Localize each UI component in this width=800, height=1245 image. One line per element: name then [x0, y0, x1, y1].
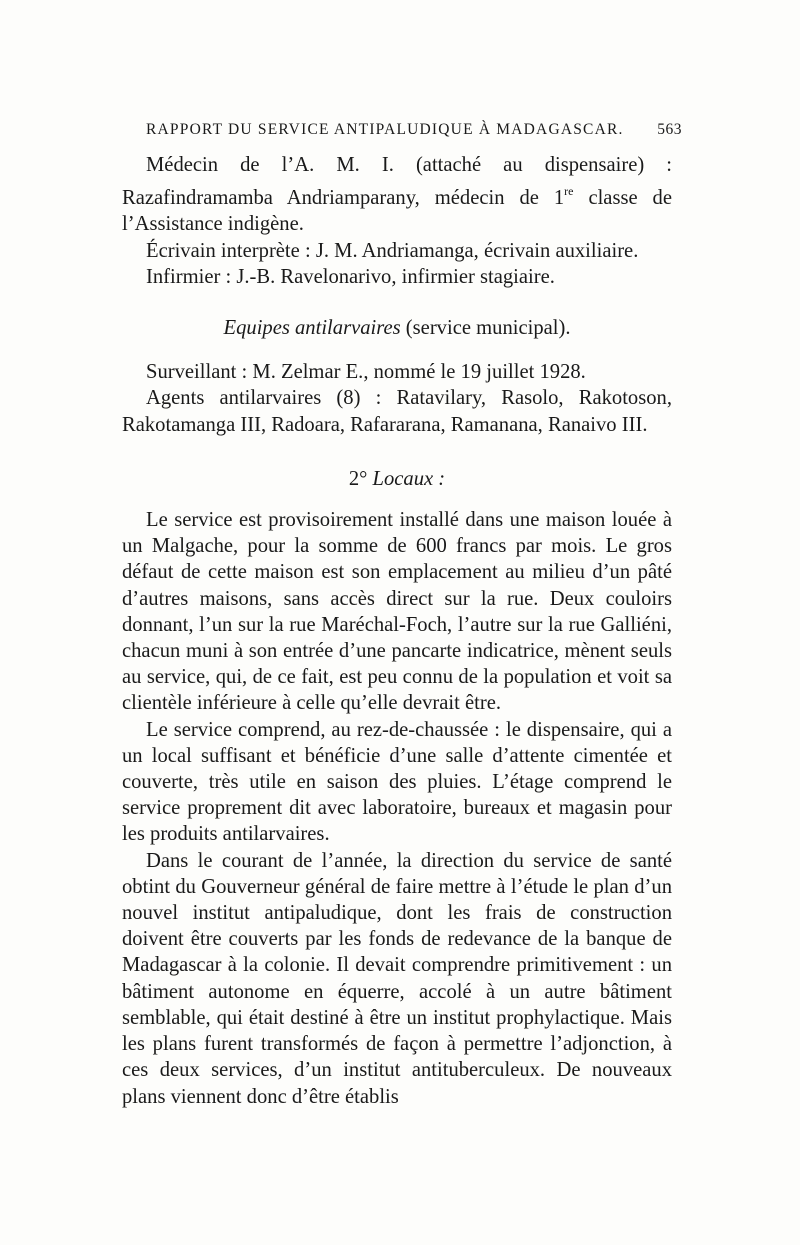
running-head-title: RAPPORT DU SERVICE ANTIPALUDIQUE À MADAGASCAR.	[146, 121, 624, 138]
equipes-heading-rest: (service municipal).	[400, 317, 571, 340]
equipes-heading-italic: Equipes antilarvaires	[223, 317, 401, 340]
locaux-heading-italic: Locaux :	[372, 467, 446, 490]
staff-medecin	[122, 152, 672, 238]
ordinal-superscript: re	[564, 184, 574, 199]
staff-medecin-rest: classe de l’Assistance indigène.	[122, 187, 672, 236]
running-head	[146, 121, 682, 139]
page-number: 563	[657, 121, 682, 138]
equipes-agents: Agents antilarvaires (8) : Ratavilary, Rasolo, Rakotoson, Rakotamanga III, Radoara, Rafararana, Ramanana, Ranaivo III.	[122, 387, 672, 436]
locaux-heading	[122, 466, 672, 492]
locaux-paragraph-1: Le service est provisoirement installé dans une maison louée à un Malgache, pour la somme de 600 francs par mois. Le gros défaut de cette maison est son emplacement au milieu d’un pâté d’autres maisons, sans accès direct sur la rue. Deux couloirs donnant, l’un sur la rue Maréchal-Foch, l’autre sur la rue Galliéni, chacun muni à son entrée d’une pancarte indicatrice, mènent seuls au service, qui, de ce fait, est peu connu de la population et voit sa clientèle inférieure à celle qu’elle devrait être.	[122, 509, 672, 715]
staff-ecrivain: Écrivain interprète : J. M. Andriamanga, écrivain auxiliaire.	[146, 239, 639, 262]
staff-medecin-text: Médecin de l’A. M. I. (attaché au dispensaire) : Razafindramamba Andriamparany, médecin de 1	[122, 154, 672, 210]
equipes-surveillant: Surveillant : M. Zelmar E., nommé le 19 juillet 1928.	[146, 361, 586, 384]
locaux-paragraph-2: Le service comprend, au rez-de-chaussée : le dispensaire, qui a un local suffisant et bénéficie d’une salle d’attente cimentée et couverte, très utile en saison des pluies. L’étage comprend le service proprement dit avec laboratoire, bureaux et magasin pour les produits antilarvaires.	[122, 718, 672, 846]
staff-infirmier: Infirmier : J.-B. Ravelonarivo, infirmier stagiaire.	[146, 265, 555, 288]
locaux-paragraph-3: Dans le courant de l’année, la direction du service de santé obtint du Gouverneur général de faire mettre à l’étude le plan d’un nouvel institut antipaludique, dont les frais de construction doivent être couverts par les fonds de redevance de la banque de Madagascar à la colonie. Il devait comprendre primitivement : un bâtiment autonome en équerre, accolé à un autre bâtiment semblable, qui était destiné à être un institut prophylactique. Mais les plans furent transformés de façon à permettre l’adjonction, à ces deux services, d’un institut antituberculeux. De nouveaux plans viennent donc d’être établis	[122, 849, 672, 1108]
equipes-heading	[122, 315, 672, 341]
locaux-heading-number: 2°	[348, 467, 373, 490]
body-text	[122, 152, 672, 1110]
